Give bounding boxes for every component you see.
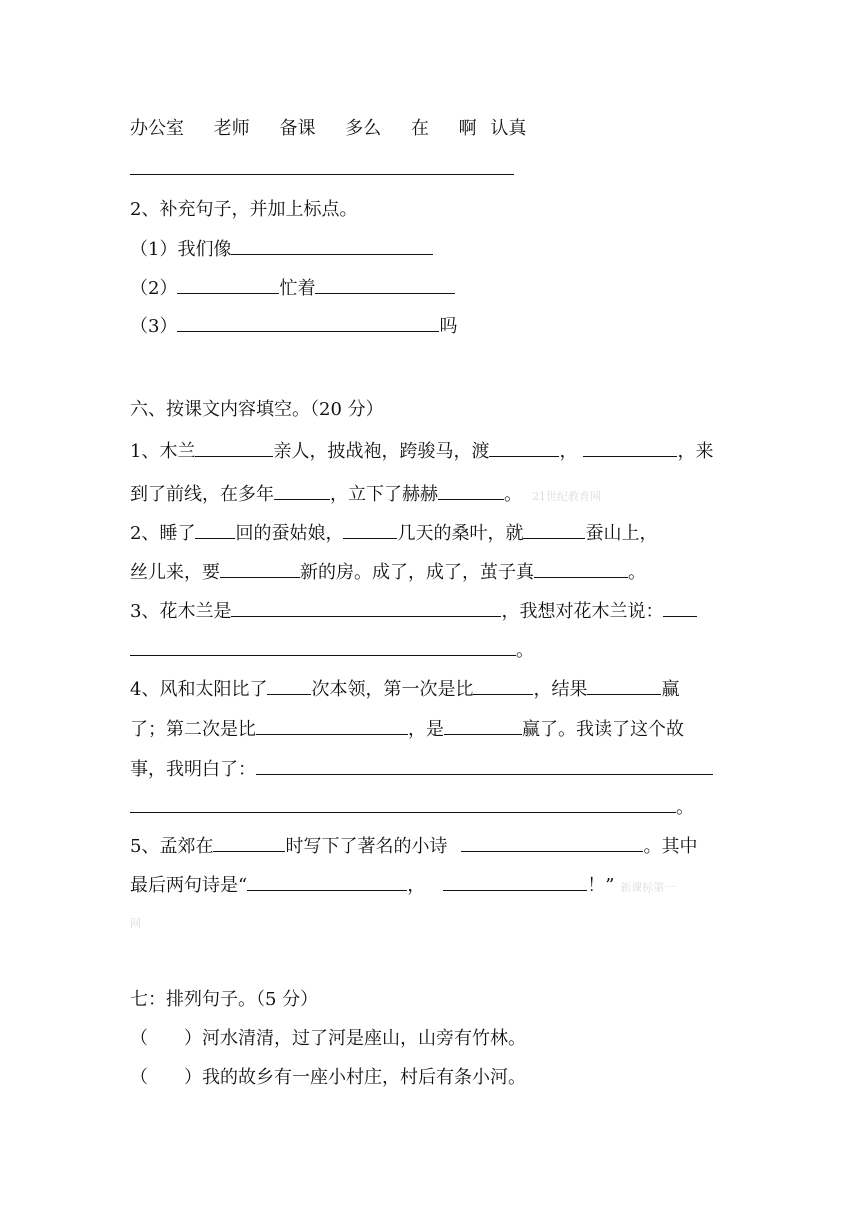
blank[interactable]	[267, 676, 311, 695]
blank[interactable]	[256, 756, 713, 775]
blank[interactable]	[343, 520, 397, 539]
word: 啊	[458, 118, 477, 139]
s7-item-2: （ ）我的故乡有一座小村庄，村后有条小河。	[130, 1067, 526, 1088]
blank[interactable]	[583, 438, 677, 457]
blank[interactable]	[195, 438, 273, 457]
word: 办公室	[130, 118, 184, 139]
blank[interactable]	[195, 520, 235, 539]
s6-q4-line2: 了；第二次是比 ，是 赢了。我读了这个故	[130, 716, 684, 742]
word: 备课	[279, 118, 316, 139]
s6-q1-line1: 1、木兰 亲人，披战袍，跨骏马，渡 ， ，来	[130, 438, 713, 464]
blank[interactable]	[473, 676, 533, 695]
blank[interactable]	[177, 275, 279, 294]
s6-q5-line1: 5、孟郊在 时写下了著名的小诗 。其中	[130, 833, 697, 859]
q2-item-1: （1）我们像	[130, 236, 433, 262]
blank[interactable]	[489, 438, 559, 457]
blank[interactable]	[220, 559, 300, 578]
s6-q5-line2: 最后两句诗是“ ， ！” 新课标第一	[130, 872, 675, 900]
blank[interactable]	[444, 716, 522, 735]
blank[interactable]	[461, 833, 643, 852]
blank[interactable]	[274, 481, 330, 500]
s6-q1-line2: 到了前线，在多年 ，立下了赫赫 。 21世纪教育网	[130, 481, 601, 509]
s6-q3-line2: 。	[130, 637, 534, 663]
s7-item-1: （ ）河水清清，过了河是座山，山旁有竹林。	[130, 1028, 526, 1049]
answer-line[interactable]	[130, 174, 514, 175]
s6-q3-line1: 3、花木兰是 ，我想对花木兰说：	[130, 598, 697, 624]
blank[interactable]	[130, 794, 676, 813]
blank[interactable]	[523, 520, 585, 539]
blank[interactable]	[247, 872, 407, 891]
watermark: 新课标第一	[620, 881, 676, 894]
blank[interactable]	[177, 313, 439, 332]
blank[interactable]	[443, 872, 587, 891]
q2-title: 2、补充句子，并加上标点。	[130, 199, 358, 220]
word: 老师	[213, 118, 250, 139]
section6-title: 六、按课文内容填空。（20 分）	[130, 399, 384, 420]
word: 认真	[490, 118, 527, 139]
order-box[interactable]: （ ）	[130, 1028, 202, 1049]
blank[interactable]	[438, 481, 504, 500]
watermark: 21世纪教育网	[532, 490, 601, 503]
blank[interactable]	[587, 676, 661, 695]
blank[interactable]	[256, 716, 408, 735]
blank[interactable]	[130, 637, 516, 656]
s6-q2-line1: 2、睡了 回的蚕姑娘， 几天的桑叶，就 蚕山上，	[130, 520, 657, 546]
q2-item-3: （3） 吗	[130, 313, 457, 339]
word-list	[130, 117, 526, 141]
s6-q2-line2: 丝儿来，要 新的房。成了，成了，茧子真 。	[130, 559, 646, 585]
word: 多么	[345, 118, 382, 139]
blank[interactable]	[231, 236, 433, 255]
blank[interactable]	[231, 598, 501, 617]
s6-q4-line4: 。	[130, 794, 694, 820]
blank[interactable]	[315, 275, 455, 294]
watermark: 网	[130, 917, 141, 930]
word: 在	[410, 118, 429, 139]
blank[interactable]	[213, 833, 285, 852]
blank[interactable]	[534, 559, 628, 578]
blank[interactable]	[663, 598, 697, 617]
order-box[interactable]: （ ）	[130, 1067, 202, 1088]
q2-item-2: （2） 忙着	[130, 275, 455, 301]
section7-title: 七：排列句子。（5 分）	[130, 989, 319, 1010]
s6-q4-line1: 4、风和太阳比了 次本领，第一次是比 ，结果 赢	[130, 676, 679, 702]
s6-q4-line3: 事，我明白了：	[130, 756, 713, 782]
